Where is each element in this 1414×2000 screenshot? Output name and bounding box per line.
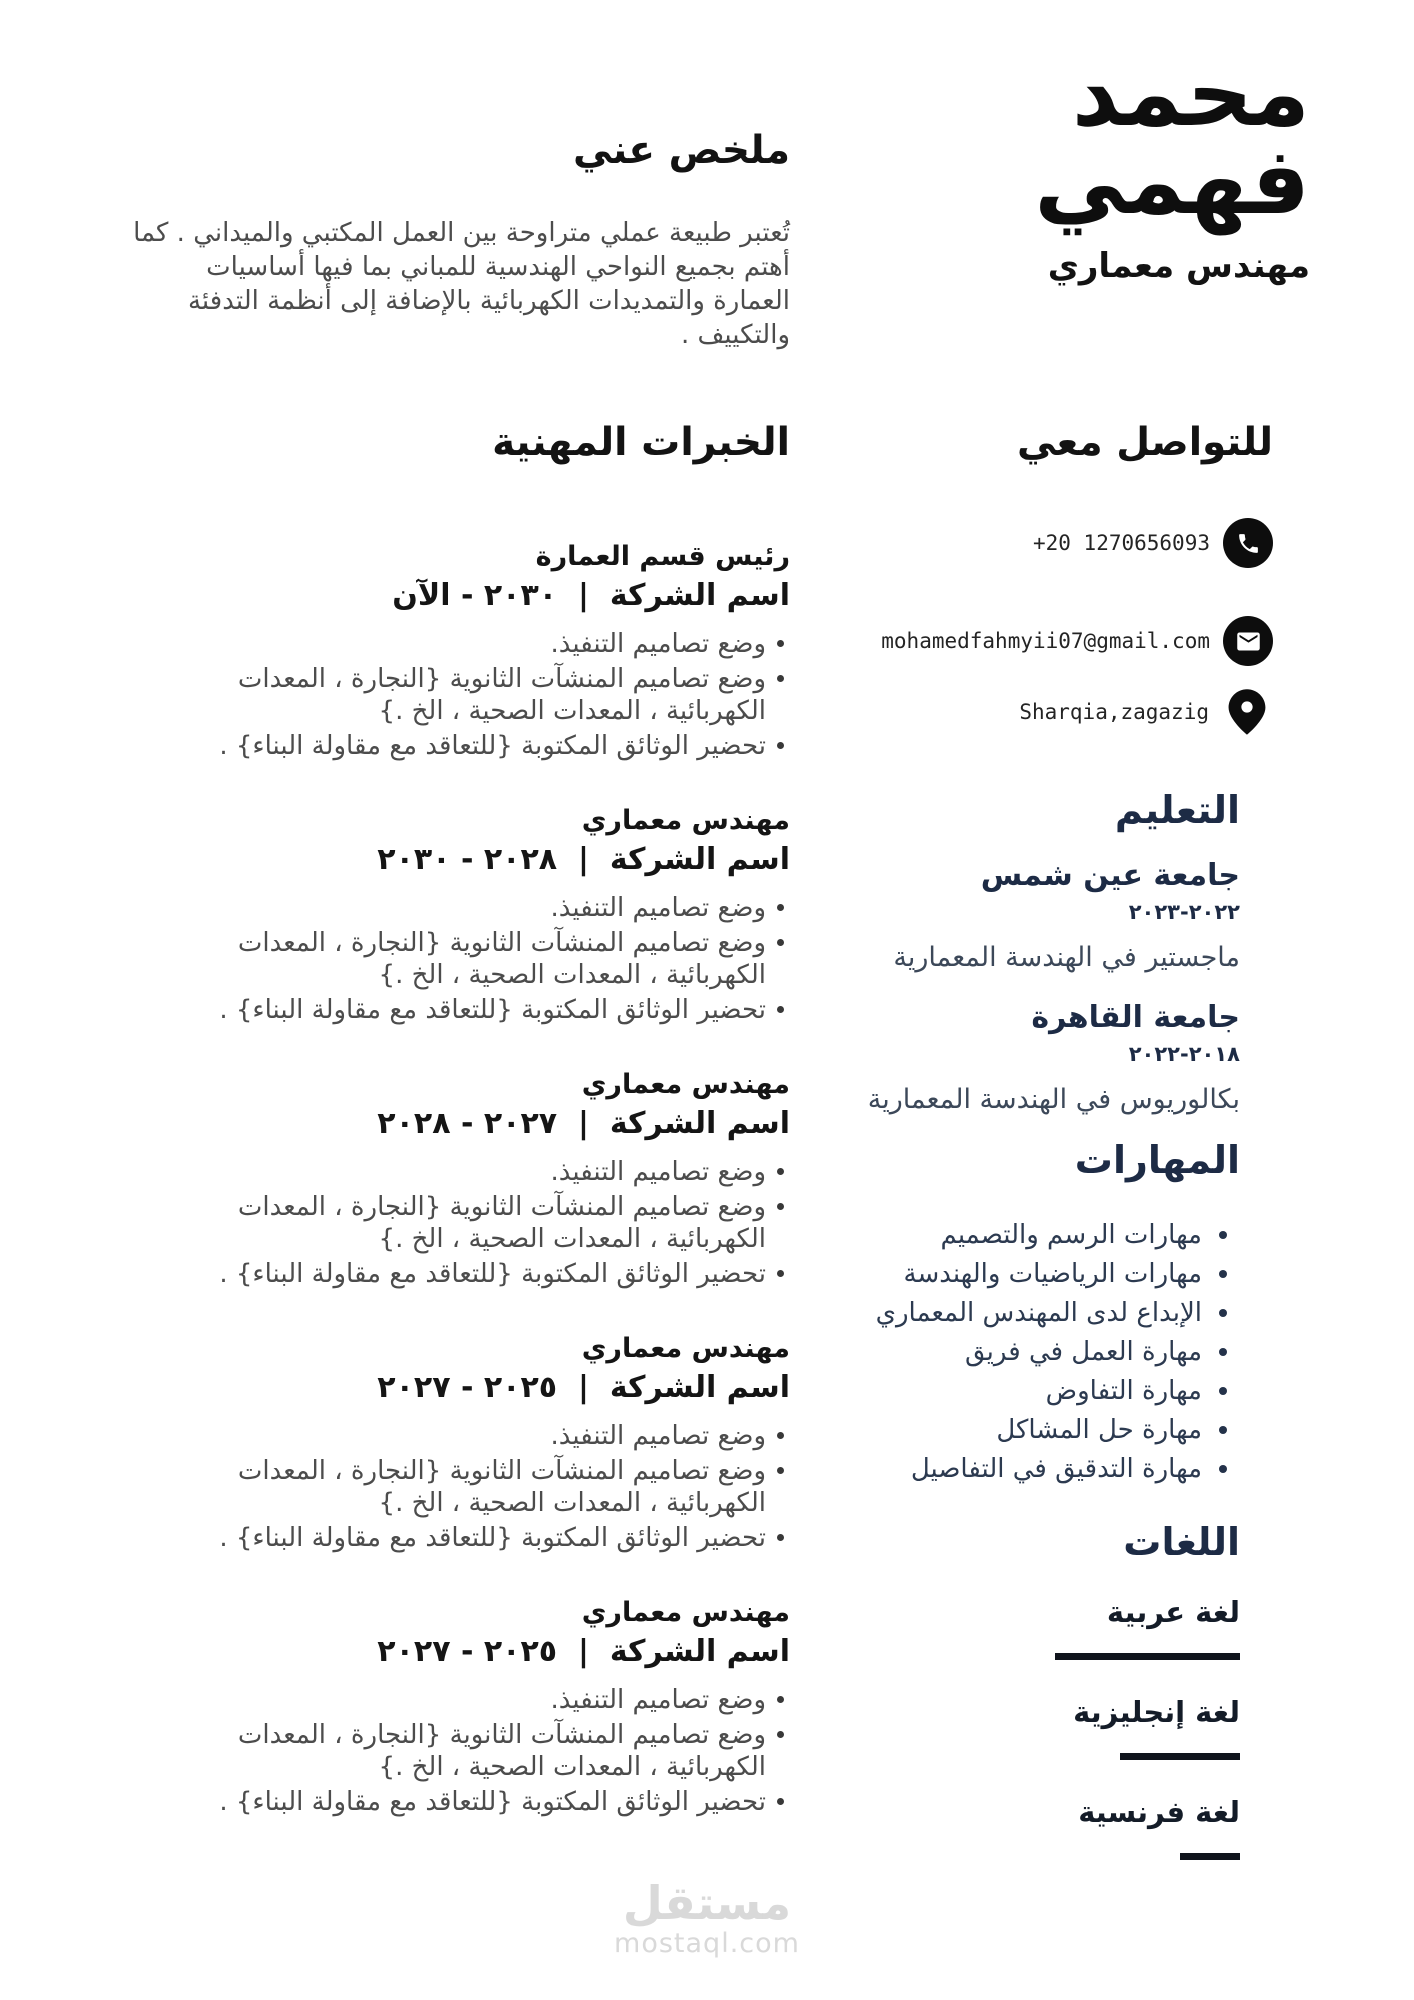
job-duty: وضع تصاميم التنفيذ. xyxy=(130,1420,790,1452)
language-item xyxy=(830,1794,1240,1860)
job-duty: تحضير الوثائق المكتوبة {للتعاقد مع مقاولة البناء} . xyxy=(130,1258,790,1290)
job-company-dates: اسم الشركة | ٢٠٢٨ - ٢٠٣٠ xyxy=(377,842,790,877)
phone-icon xyxy=(1223,518,1273,568)
degree-name: بكالوريوس في الهندسة المعمارية xyxy=(867,1084,1240,1115)
job-entry xyxy=(130,1334,790,1554)
language-level-bar xyxy=(1055,1653,1240,1660)
job-duty: تحضير الوثائق المكتوبة {للتعاقد مع مقاولة البناء} . xyxy=(130,1786,790,1818)
location-pin-icon xyxy=(1221,686,1273,738)
school-years: ٢٠١٨-٢٠٢٢ xyxy=(1128,1042,1240,1066)
job-duty: وضع تصاميم المنشآت الثانوية {النجارة ، المعدات الكهربائية ، المعدات الصحية ، الخ .} xyxy=(130,927,790,991)
mostaql-logo: مستقل xyxy=(622,1876,792,1930)
skill-item: الإبداع لدى المهندس المعماري xyxy=(810,1294,1240,1333)
email-icon xyxy=(1223,616,1273,666)
school-years: ٢٠٢٢-٢٠٢٣ xyxy=(1128,900,1240,924)
skill-item: مهارة العمل في فريق xyxy=(810,1333,1240,1372)
school-name: جامعة القاهرة xyxy=(1031,1000,1240,1035)
skill-item: مهارة التدقيق في التفاصيل xyxy=(810,1450,1240,1489)
job-duty: تحضير الوثائق المكتوبة {للتعاقد مع مقاولة البناء} . xyxy=(130,730,790,762)
person-name-line1: محمد xyxy=(1071,40,1310,147)
education-heading: التعليم xyxy=(1114,788,1240,832)
job-duties-list xyxy=(130,1684,790,1818)
summary-section xyxy=(130,128,790,352)
job-company-dates: اسم الشركة | ٢٠٣٠ - الآن xyxy=(392,578,790,613)
language-label: لغة إنجليزية xyxy=(1073,1695,1240,1729)
languages-heading: اللغات xyxy=(1123,1520,1240,1564)
education-entry xyxy=(830,858,1240,974)
phone-number: +20 1270656093 xyxy=(1032,531,1210,555)
job-duty: وضع تصاميم التنفيذ. xyxy=(130,1684,790,1716)
skill-item: مهارات الرياضيات والهندسة xyxy=(810,1255,1240,1294)
job-duty: وضع تصاميم المنشآت الثانوية {النجارة ، المعدات الكهربائية ، المعدات الصحية ، الخ .} xyxy=(130,1191,790,1255)
job-entry xyxy=(130,542,790,762)
skill-item: مهارات الرسم والتصميم xyxy=(810,1216,1240,1255)
school-name: جامعة عين شمس xyxy=(980,858,1240,893)
job-duty: وضع تصاميم المنشآت الثانوية {النجارة ، المعدات الكهربائية ، المعدات الصحية ، الخ .} xyxy=(130,663,790,727)
degree-name: ماجستير في الهندسة المعمارية xyxy=(893,942,1240,973)
name-block xyxy=(1034,40,1310,286)
skill-item: مهارة حل المشاكل xyxy=(810,1411,1240,1450)
job-duty: وضع تصاميم المنشآت الثانوية {النجارة ، المعدات الكهربائية ، المعدات الصحية ، الخ .} xyxy=(130,1719,790,1783)
language-item xyxy=(830,1694,1240,1760)
job-duty: تحضير الوثائق المكتوبة {للتعاقد مع مقاولة البناء} . xyxy=(130,994,790,1026)
contact-heading: للتواصل معي xyxy=(1017,420,1273,465)
job-company-dates: اسم الشركة | ٢٠٢٧ - ٢٠٢٨ xyxy=(377,1106,790,1141)
job-duties-list xyxy=(130,892,790,1026)
contact-row-phone xyxy=(843,518,1273,568)
job-duty: وضع تصاميم المنشآت الثانوية {النجارة ، المعدات الكهربائية ، المعدات الصحية ، الخ .} xyxy=(130,1455,790,1519)
job-role: مهندس معماري xyxy=(581,805,790,836)
experience-heading: الخبرات المهنية xyxy=(492,420,790,465)
job-duty: وضع تصاميم التنفيذ. xyxy=(130,628,790,660)
experience-section xyxy=(130,420,790,1862)
skills-heading: المهارات xyxy=(1074,1138,1240,1182)
skills-list xyxy=(810,1216,1240,1489)
job-duties-list xyxy=(130,1420,790,1554)
person-job-title: مهندس معماري xyxy=(1047,246,1310,286)
education-section xyxy=(830,788,1240,1142)
education-entry xyxy=(830,1000,1240,1116)
job-company-dates: اسم الشركة | ٢٠٢٥ - ٢٠٢٧ xyxy=(377,1370,790,1405)
job-duty: وضع تصاميم التنفيذ. xyxy=(130,1156,790,1188)
job-duties-list xyxy=(130,1156,790,1290)
person-name-line2: فهمي xyxy=(1034,128,1310,235)
job-entry xyxy=(130,806,790,1026)
watermark xyxy=(547,1878,867,1959)
email-address: mohamedfahmyii07@gmail.com xyxy=(881,629,1210,653)
languages-section xyxy=(830,1520,1240,1894)
contact-row-email xyxy=(843,616,1273,666)
person-name xyxy=(1034,40,1310,235)
job-role: رئيس قسم العمارة xyxy=(535,541,790,572)
contact-section xyxy=(843,420,1273,738)
job-role: مهندس معماري xyxy=(581,1069,790,1100)
language-level-bar xyxy=(1120,1753,1240,1760)
contact-row-location xyxy=(843,686,1273,738)
location-text: Sharqia,zagazig xyxy=(1019,700,1209,724)
job-role: مهندس معماري xyxy=(581,1597,790,1628)
job-duty: تحضير الوثائق المكتوبة {للتعاقد مع مقاولة البناء} . xyxy=(130,1522,790,1554)
job-entry xyxy=(130,1070,790,1290)
job-company-dates: اسم الشركة | ٢٠٢٥ - ٢٠٢٧ xyxy=(377,1634,790,1669)
language-label: لغة فرنسية xyxy=(1078,1795,1240,1829)
job-duty: وضع تصاميم التنفيذ. xyxy=(130,892,790,924)
summary-heading: ملخص عني xyxy=(573,128,790,173)
job-role: مهندس معماري xyxy=(581,1333,790,1364)
language-level-bar xyxy=(1180,1853,1240,1860)
summary-text: تُعتبر طبيعة عملي متراوحة بين العمل المكتبي والميداني . كما أهتم بجميع النواحي الهندسية للمباني بما فيها أساسيات العمارة والتمديدات الكهربائية بالإضافة إلى أنظمة التدفئة والتكييف . xyxy=(133,218,790,350)
language-item xyxy=(830,1594,1240,1660)
mostaql-domain: mostaql.com xyxy=(614,1928,800,1959)
skill-item: مهارة التفاوض xyxy=(810,1372,1240,1411)
language-label: لغة عربية xyxy=(1106,1595,1240,1629)
job-entry xyxy=(130,1598,790,1818)
skills-section xyxy=(810,1138,1240,1489)
job-duties-list xyxy=(130,628,790,762)
